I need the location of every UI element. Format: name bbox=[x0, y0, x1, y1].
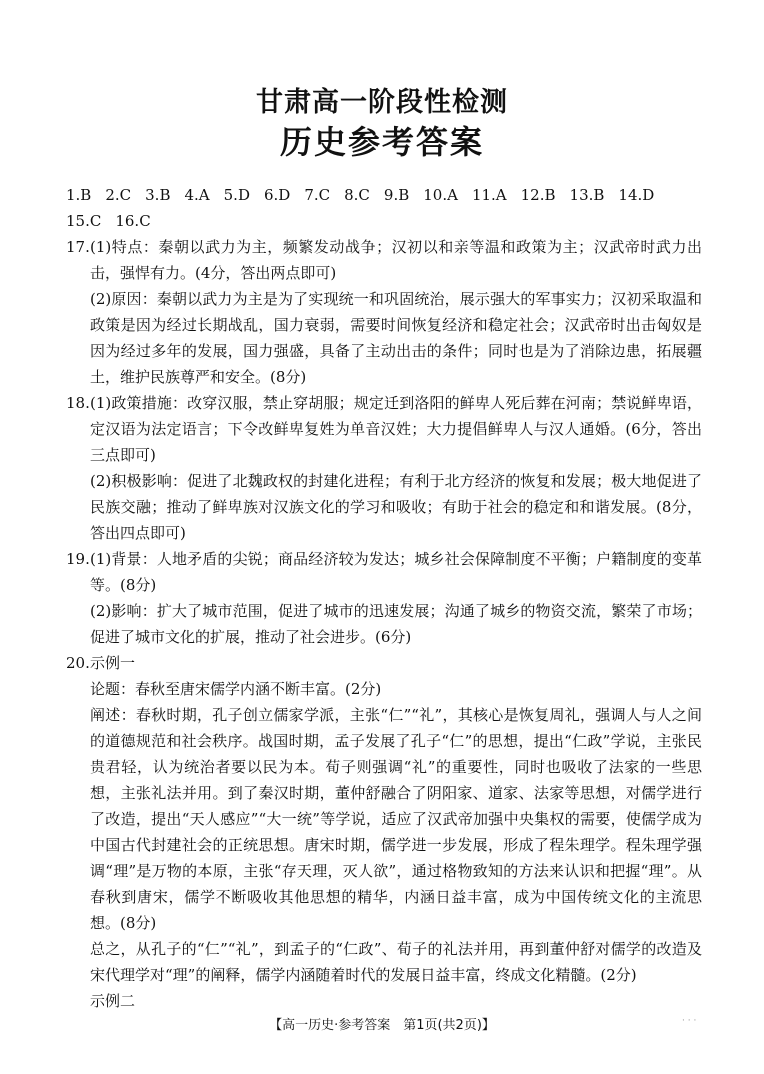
answer-part-2: (2)影响：扩大了城市范围，促进了城市的迅速发展；沟通了城乡的物资交流，繁荣了市场；促进了城市文化的扩展，推动了社会进步。(6分) bbox=[90, 602, 702, 646]
choice-answer: 15.C bbox=[66, 212, 102, 230]
page-title-line2: 历史参考答案 bbox=[279, 123, 484, 161]
question-20-content bbox=[66, 676, 702, 1014]
question-body bbox=[90, 390, 702, 546]
choice-answer: 4.A bbox=[184, 186, 210, 204]
choice-answer: 11.A bbox=[471, 186, 507, 204]
choice-answer: 10.A bbox=[423, 186, 458, 204]
choice-answer: 12.B bbox=[520, 186, 556, 204]
question-20 bbox=[66, 650, 702, 676]
answer-part-1: (1)政策措施：改穿汉服，禁止穿胡服；规定迁到洛阳的鲜卑人死后葬在河南；禁说鲜卑语，定汉语为法定语言；下令改鲜卑复姓为单音汉姓；大力提倡鲜卑人与汉人通婚。(6分，答出三点即可) bbox=[90, 394, 702, 464]
answer-part-1: (1)特点：秦朝以武力为主，频繁发动战争；汉初以和亲等温和政策为主；汉武帝时武力出击，强悍有力。(4分，答出两点即可) bbox=[90, 238, 702, 282]
footer-dots: · · · bbox=[682, 1016, 697, 1026]
question-number: 20. bbox=[66, 654, 90, 672]
question-number: 17. bbox=[66, 238, 90, 256]
choice-answer: 2.C bbox=[105, 186, 132, 204]
page-footer: 【高一历史·参考答案 第1页(共2页)】 bbox=[269, 1018, 495, 1033]
question-body bbox=[90, 546, 702, 650]
question-number: 18. bbox=[66, 394, 90, 412]
question-body bbox=[90, 234, 702, 390]
choice-answer: 16.C bbox=[115, 212, 151, 230]
choice-answer: 6.D bbox=[263, 186, 291, 204]
choice-answer: 14.D bbox=[618, 186, 655, 204]
thesis-text: 论题：春秋至唐宋儒学内涵不断丰富。(2分) bbox=[90, 680, 382, 698]
summary-text: 总之，从孔子的“仁”“礼”，到孟子的“仁政”、荀子的礼法并用，再到董仲舒对儒学的改造及宋代理学对“理”的阐释，儒学内涵随着时代的发展日益丰富，终成文化精髓。(2分) bbox=[90, 940, 702, 984]
answer-part-2: (2)原因：秦朝以武力为主是为了实现统一和巩固统治，展示强大的军事实力；汉初采取温和政策是因为经过长期战乱，国力衰弱，需要时间恢复经济和稳定社会；汉武帝时出击匈奴是因为经过多年的发展，国力强盛，具备了主动出击的条件；同时也是为了消除边患，拓展疆土，维护民族尊严和安全。(8分) bbox=[90, 290, 702, 386]
choice-answer: 7.C bbox=[304, 186, 331, 204]
question-19 bbox=[66, 546, 702, 650]
example-heading: 示例一 bbox=[90, 654, 136, 672]
choice-answer: 9.B bbox=[383, 186, 410, 204]
question-number: 19. bbox=[66, 550, 90, 568]
choice-answer: 1.B bbox=[66, 186, 92, 204]
choice-answer: 3.B bbox=[145, 186, 171, 204]
argument-text: 阐述：春秋时期，孔子创立儒家学派，主张“仁”“礼”，其核心是恢复周礼，强调人与人之间的道德规范和社会秩序。战国时期，孟子发展了孔子“仁”的思想，提出“仁政”学说，主张民贵君轻，认为统治者要以民为本。荀子则强调“礼”的重要性，同时也吸收了法家的一些思想，主张礼法并用。到了秦汉时期，董仲舒融合了阴阳家、道家、法家等思想，对儒学进行了改造，提出“天人感应”“大一统”等学说，适应了汉武帝加强中央集权的需要，使儒学成为中国古代封建社会的正统思想。唐宋时期，儒学进一步发展，形成了程朱理学。程朱理学强调“理”是万物的本原，主张“存天理，灭人欲”，通过格物致知的方法来认识和把握“理”。从春秋到唐宋，儒学不断吸收其他思想的精华，内涵日益丰富，成为中国传统文化的主流思想。(8分) bbox=[90, 706, 702, 932]
choice-answer: 13.B bbox=[569, 186, 605, 204]
choice-answers bbox=[66, 182, 702, 234]
answer-part-1: (1)背景：人地矛盾的尖锐；商品经济较为发达；城乡社会保障制度不平衡；户籍制度的变革等。(8分) bbox=[90, 550, 702, 594]
answer-part-2: (2)积极影响：促进了北魏政权的封建化进程；有利于北方经济的恢复和发展；极大地促进了民族交融；推动了鲜卑族对汉族文化的学习和吸收；有助于社会的稳定和和谐发展。(8分，答出四点即可) bbox=[90, 472, 702, 542]
question-17 bbox=[66, 234, 702, 390]
question-18 bbox=[66, 390, 702, 546]
choice-answer: 5.D bbox=[223, 186, 250, 204]
example-heading: 示例二 bbox=[90, 992, 136, 1010]
page-title-line1: 甘肃高一阶段性检测 bbox=[256, 87, 508, 118]
choice-answer: 8.C bbox=[344, 186, 370, 204]
answer-body bbox=[66, 182, 702, 1014]
question-body bbox=[90, 650, 702, 676]
